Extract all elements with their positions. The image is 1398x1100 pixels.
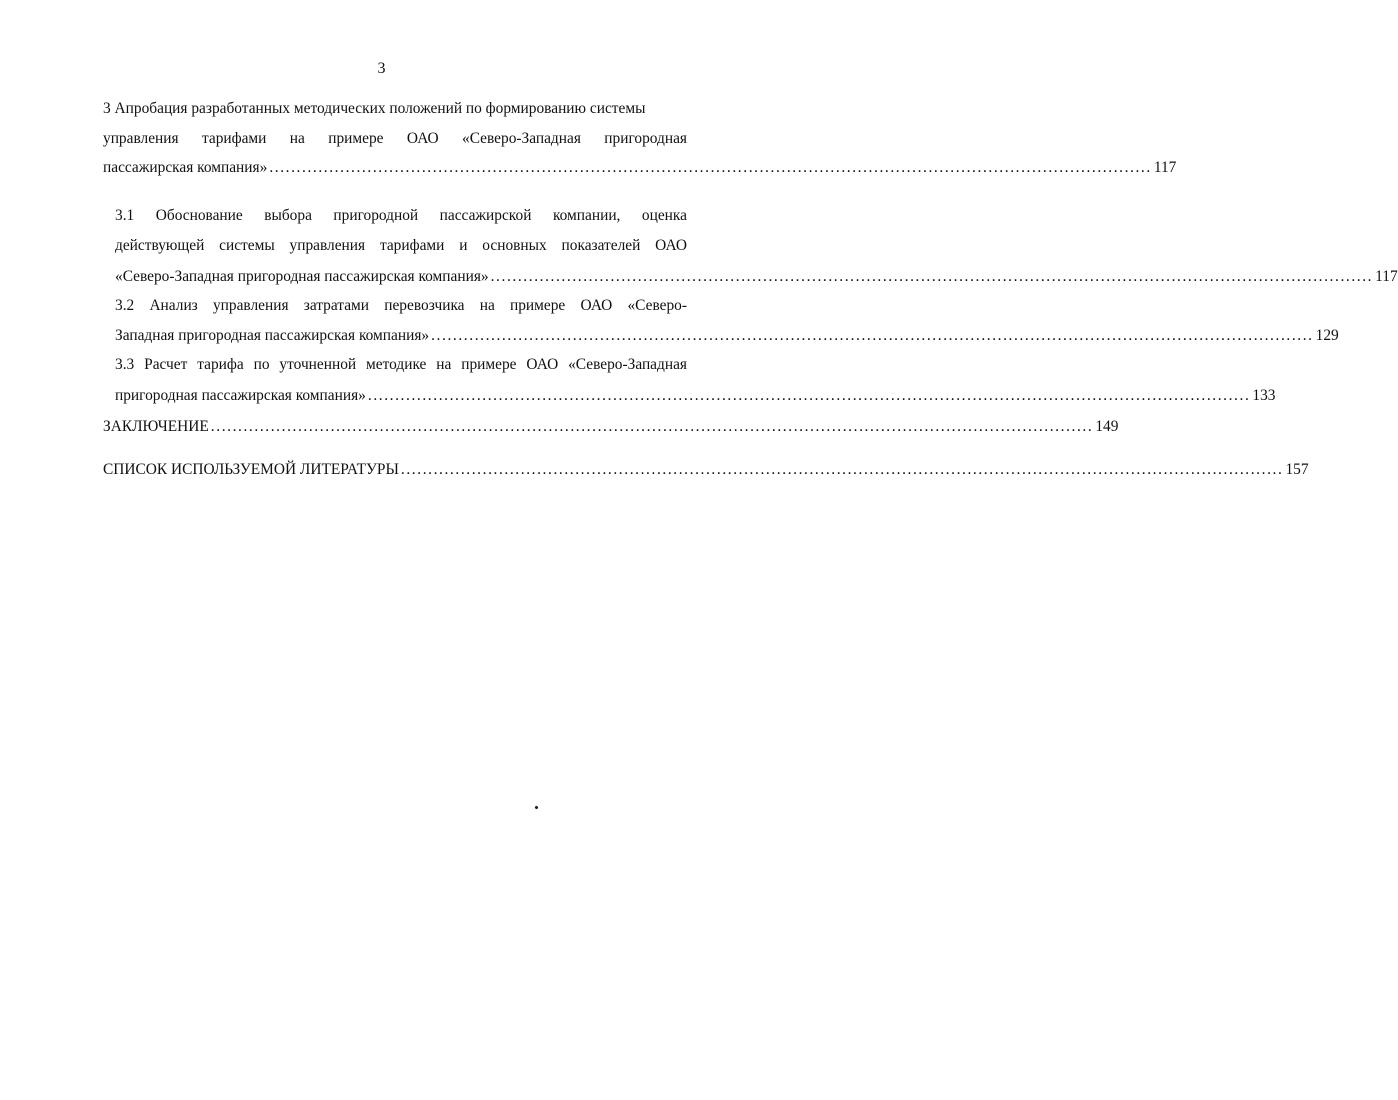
toc-line: пассажирская компания»: [103, 159, 268, 176]
toc-line: 3.2 Анализ управления затратами перевозчика на примере ОАО «Северо-: [115, 296, 687, 314]
dot-leader: ..................................................................................................................................................................: [400, 460, 1284, 478]
toc-line: ЗАКЛЮЧЕНИЕ: [103, 417, 209, 435]
dot-leader: ..................................................................................................................................................................: [269, 159, 1152, 176]
toc-entry-chapter-3: [103, 94, 1177, 183]
toc-line: действующей системы управления тарифами и основных показателей ОАО: [115, 237, 687, 254]
toc-entry-text: [115, 350, 687, 381]
dot-leader: ..................................................................................................................................................................: [210, 417, 1094, 435]
toc-entry-conclusion: [103, 412, 1119, 441]
toc-line: 3.3 Расчет тарифа по уточненной методике на примере ОАО «Северо-Западная: [115, 356, 687, 373]
toc-line: 3.1 Обоснование выбора пригородной пассажирской компании, оценка: [115, 206, 687, 224]
toc-last-line: [115, 262, 1398, 291]
toc-line: СПИСОК ИСПОЛЬЗУЕМОЙ ЛИТЕРАТУРЫ: [103, 460, 399, 478]
toc-last-line: [115, 381, 1276, 410]
toc-page-number: 117: [1153, 159, 1177, 176]
toc-page-number: 133: [1252, 386, 1276, 404]
toc-entry-text: [115, 291, 687, 322]
toc-page-number: 129: [1315, 327, 1339, 344]
toc-last-line: [115, 321, 1339, 350]
dot-leader: ..................................................................................................................................................................: [431, 327, 1314, 344]
toc-last-line: [103, 412, 1119, 441]
scan-speck: [534, 805, 538, 809]
toc-entry-text: [115, 201, 687, 262]
toc-line: 3 Апробация разработанных методических положений по формированию системы: [103, 100, 646, 117]
toc-entry-section-3-1: [115, 201, 1398, 291]
toc-entry-text: [103, 94, 687, 153]
table-of-contents: [103, 94, 1398, 484]
toc-line: управления тарифами на примере ОАО «Северо-Западная пригородная: [103, 129, 687, 147]
toc-line: Западная пригородная пассажирская компания»: [115, 327, 430, 344]
toc-page-number: 117: [1375, 267, 1398, 285]
page-number: 3: [377, 60, 386, 77]
dot-leader: ..................................................................................................................................................................: [367, 386, 1251, 404]
toc-entry-references: [103, 455, 1309, 484]
dot-leader: ..................................................................................................................................................................: [490, 267, 1374, 285]
toc-entry-section-3-3: [115, 350, 1276, 410]
toc-page-number: 149: [1095, 417, 1119, 435]
toc-line: «Северо-Западная пригородная пассажирская компания»: [115, 267, 489, 285]
toc-last-line: [103, 455, 1309, 484]
toc-last-line: [103, 153, 1177, 183]
toc-page-number: 157: [1285, 460, 1309, 478]
toc-line: пригородная пассажирская компания»: [115, 386, 366, 404]
toc-entry-section-3-2: [115, 291, 1339, 351]
